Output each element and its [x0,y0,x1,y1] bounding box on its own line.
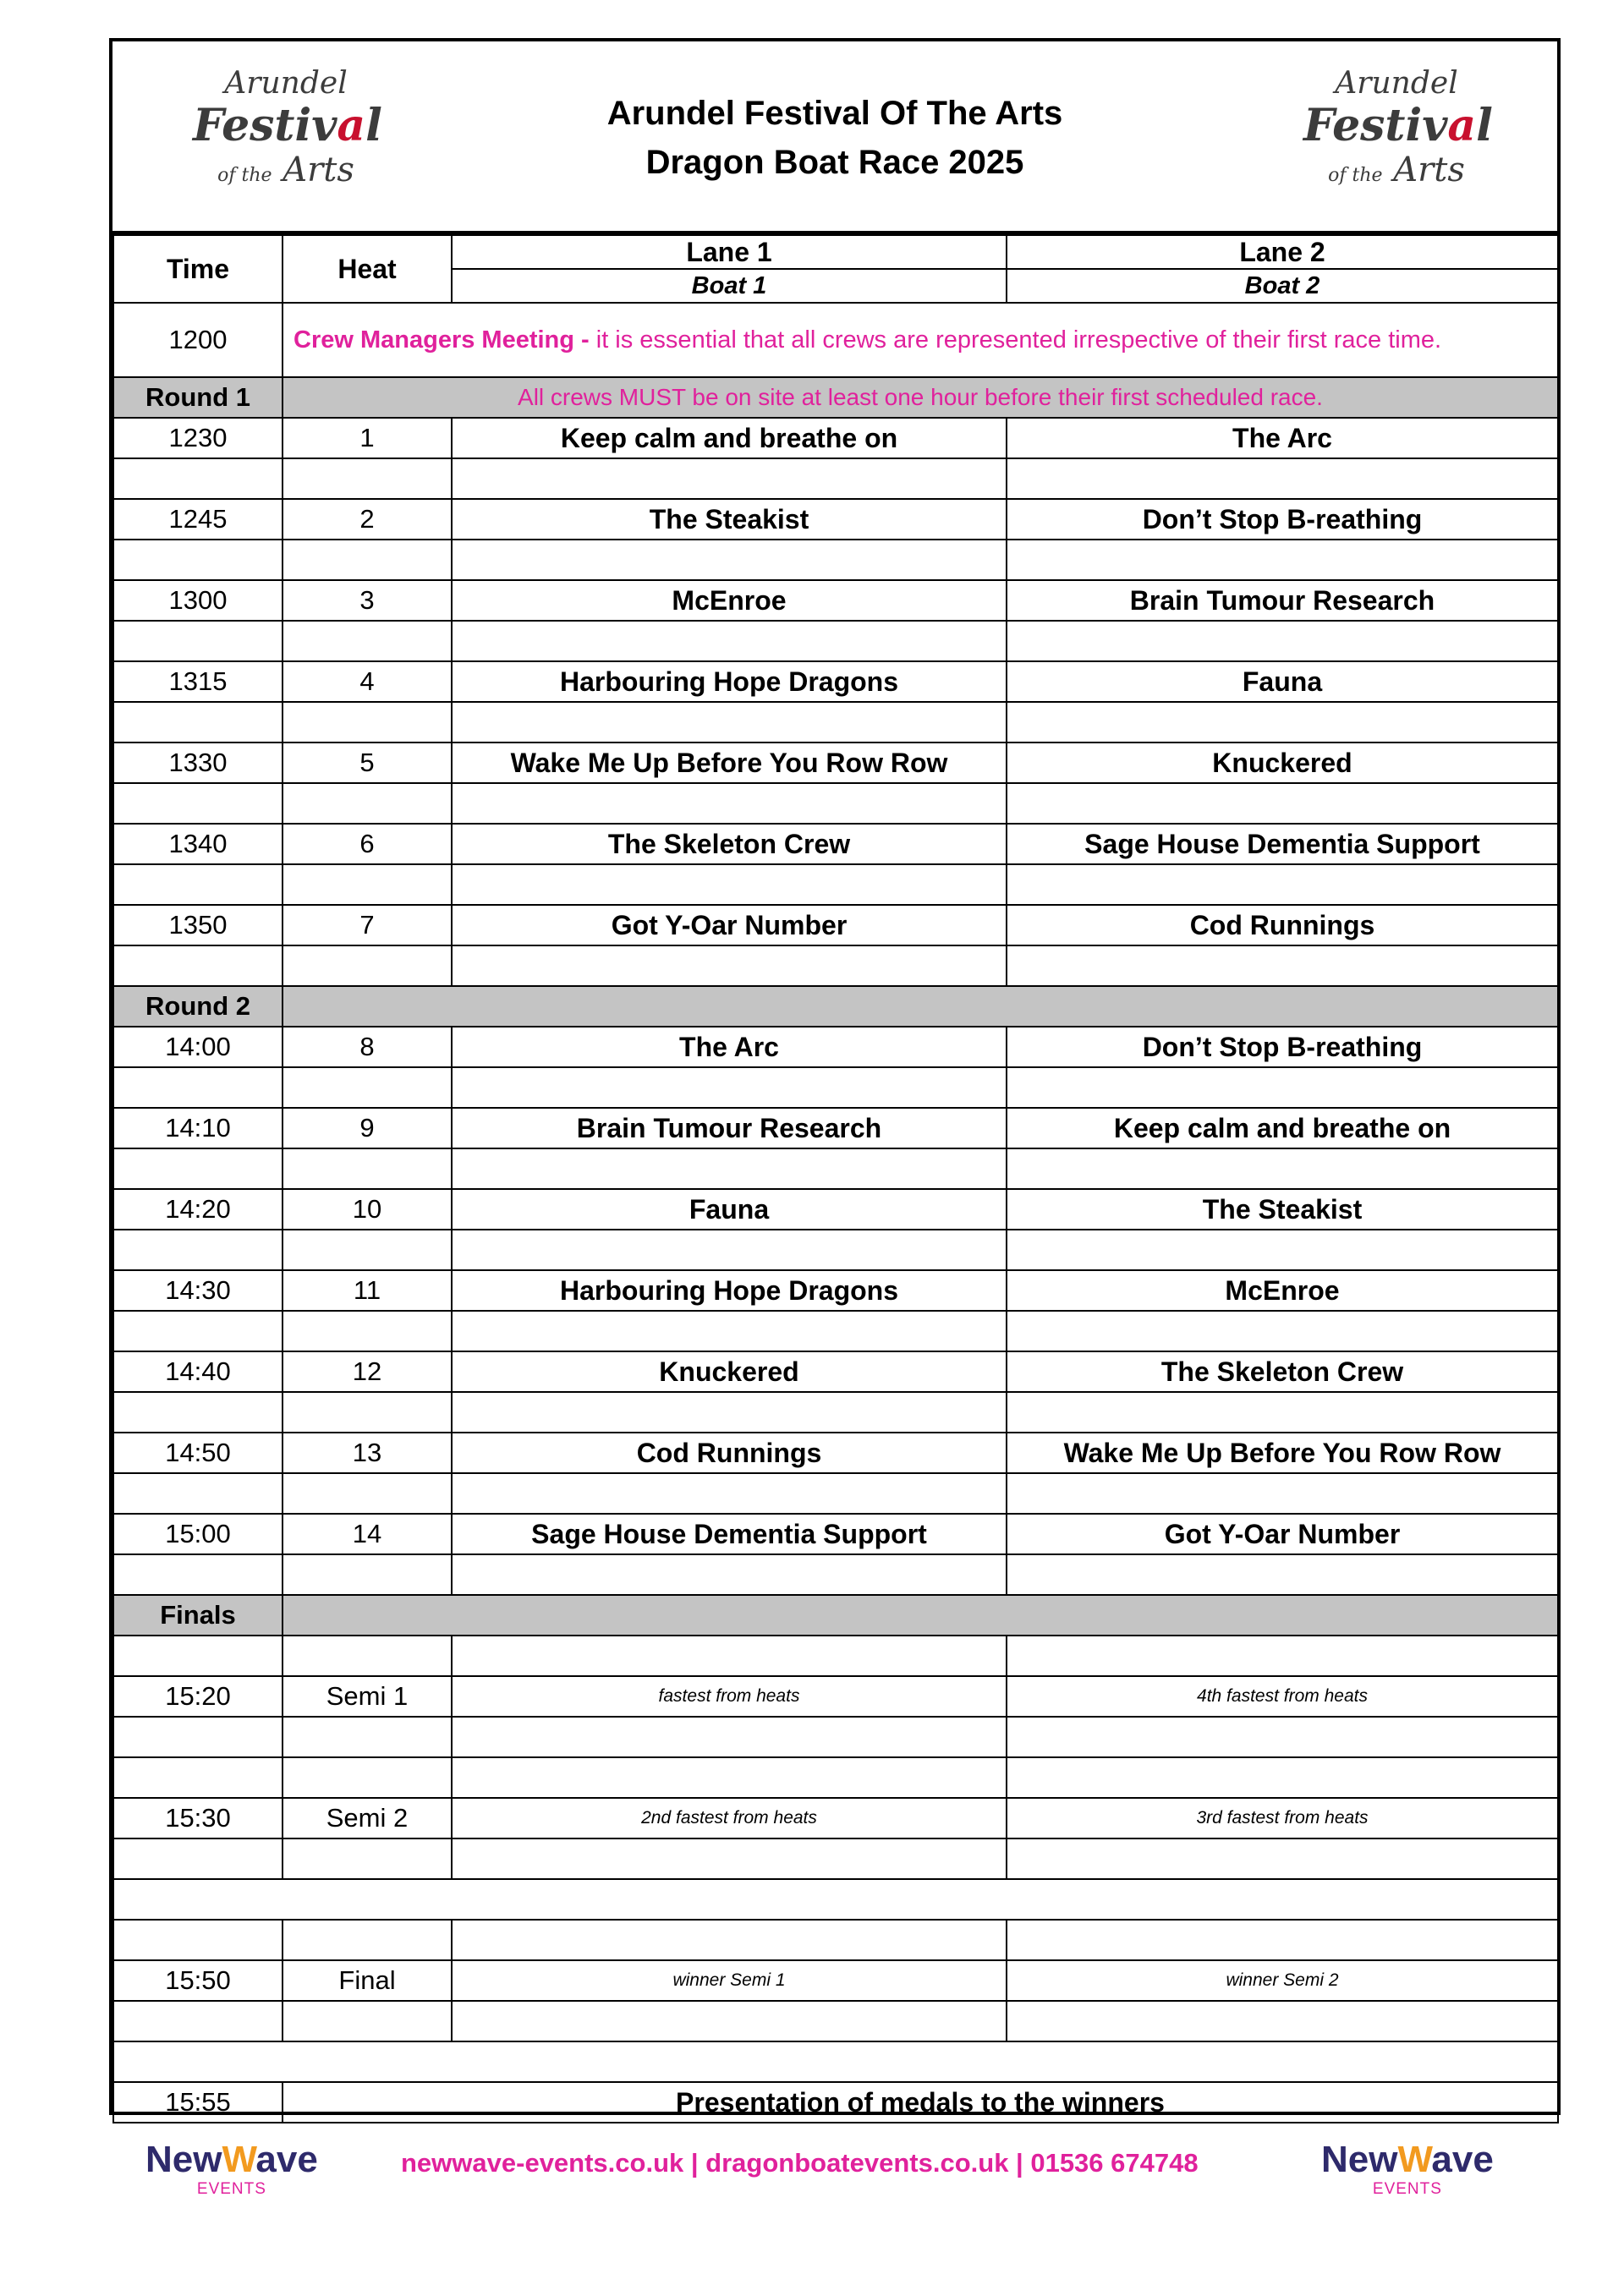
empty-cell [113,1311,283,1351]
spacer-row [113,1920,1558,1960]
empty-cell [1007,621,1558,661]
empty-cell [283,783,452,824]
empty-cell [283,1067,452,1108]
empty-cell [452,1636,1007,1676]
heat-time: 14:40 [113,1351,283,1392]
lane1-crew: Cod Runnings [452,1433,1007,1473]
newwave-logo-right: NewWave EVENTS [1321,2139,1494,2198]
empty-cell [113,1757,283,1798]
finals-band-fill [283,1595,1558,1636]
page-footer [0,2140,1624,2207]
empty-cell [1007,864,1558,905]
empty-cell [113,621,283,661]
heat-row [113,1027,1558,1067]
heat-number: 12 [283,1351,452,1392]
empty-cell [452,1838,1007,1879]
festival-logo-right: Arundel Festival of the Arts [1303,66,1493,189]
lane1-seed: winner Semi 1 [452,1960,1007,2001]
empty-cell [1007,1554,1558,1595]
spacer-row [113,1554,1558,1595]
semi2-row [113,1798,1558,1838]
empty-cell [283,540,452,580]
newwave-logo-left: NewWave EVENTS [145,2139,318,2198]
empty-cell [283,1311,452,1351]
heat-time: 14:10 [113,1108,283,1148]
lane2-crew: Keep calm and breathe on [1007,1108,1558,1148]
empty-cell [452,621,1007,661]
lane1-crew: Sage House Dementia Support [452,1514,1007,1554]
heat-row [113,580,1558,621]
lane1-seed: 2nd fastest from heats [452,1798,1007,1838]
empty-cell [452,702,1007,743]
lane1-crew: Got Y-Oar Number [452,905,1007,945]
empty-cell [113,1717,283,1757]
spacer-row [113,1473,1558,1514]
final-heat: Final [283,1960,452,2001]
heat-row [113,1270,1558,1311]
spacer-row [113,1717,1558,1757]
lane2-crew: Don’t Stop B-reathing [1007,499,1558,540]
empty-cell [283,864,452,905]
spacer-row [113,1838,1558,1879]
heat-time: 1245 [113,499,283,540]
lane2-crew: Got Y-Oar Number [1007,1514,1558,1554]
meeting-row [113,303,1558,377]
empty-cell [1007,1717,1558,1757]
lane2-crew: The Arc [1007,418,1558,458]
empty-cell [452,1554,1007,1595]
spacer-row [113,621,1558,661]
final-time: 15:20 [113,1676,283,1717]
heat-time: 14:20 [113,1189,283,1230]
empty-cell [283,702,452,743]
heat-number: 10 [283,1189,452,1230]
empty-cell [1007,945,1558,986]
meeting-time: 1200 [113,303,283,377]
empty-cell [452,783,1007,824]
heat-number: 4 [283,661,452,702]
spacer-row [113,945,1558,986]
empty-cell [1007,1392,1558,1433]
lane1-crew: Keep calm and breathe on [452,418,1007,458]
boat1-label: Boat 1 [452,269,1007,303]
lane2-crew: McEnroe [1007,1270,1558,1311]
lane2-crew: Knuckered [1007,743,1558,783]
empty-cell [283,1636,452,1676]
lane2-crew: Brain Tumour Research [1007,580,1558,621]
empty-cell [113,2041,1558,2082]
empty-cell [283,1757,452,1798]
empty-cell [113,1148,283,1189]
empty-cell [1007,1230,1558,1270]
empty-cell [1007,1067,1558,1108]
spacer-row [113,1067,1558,1108]
finals-band-label: Finals [113,1595,283,1636]
empty-cell [1007,702,1558,743]
spacer-row [113,2001,1558,2041]
empty-cell [1007,1757,1558,1798]
empty-cell [113,1067,283,1108]
final-heat: Semi 2 [283,1798,452,1838]
heat-number: 11 [283,1270,452,1311]
lane2-crew: Wake Me Up Before You Row Row [1007,1433,1558,1473]
round1-label: Round 1 [113,377,283,418]
heat-row [113,1351,1558,1392]
heat-number: 9 [283,1108,452,1148]
empty-cell [283,1554,452,1595]
heat-row [113,1514,1558,1554]
empty-cell [1007,1311,1558,1351]
heat-row [113,743,1558,783]
empty-cell [452,1148,1007,1189]
empty-cell [452,1311,1007,1351]
lane1-crew: The Skeleton Crew [452,824,1007,864]
empty-cell [452,1392,1007,1433]
empty-cell [1007,458,1558,499]
heat-row [113,1433,1558,1473]
empty-cell [113,1636,283,1676]
round2-band [113,986,1558,1027]
heat-number: 3 [283,580,452,621]
empty-cell [1007,1838,1558,1879]
heat-time: 14:00 [113,1027,283,1067]
heat-number: 14 [283,1514,452,1554]
lane2-seed: winner Semi 2 [1007,1960,1558,2001]
empty-cell [113,1392,283,1433]
final-time: 15:50 [113,1960,283,2001]
empty-cell [113,1554,283,1595]
empty-cell [1007,1148,1558,1189]
empty-cell [283,1392,452,1433]
heat-time: 1340 [113,824,283,864]
heat-row [113,824,1558,864]
header [112,41,1557,234]
heat-number: 13 [283,1433,452,1473]
spacer-row [113,1148,1558,1189]
empty-cell [283,1473,452,1514]
final-heat: Semi 1 [283,1676,452,1717]
empty-cell [452,864,1007,905]
lane1-crew: Knuckered [452,1351,1007,1392]
heat-row [113,661,1558,702]
empty-cell [113,1230,283,1270]
lane2-crew: Fauna [1007,661,1558,702]
spacer-row [113,1230,1558,1270]
lane1-crew: Fauna [452,1189,1007,1230]
round2-band-label: Round 2 [113,986,283,1027]
empty-cell [113,2001,283,2041]
empty-cell [452,1920,1007,1960]
empty-cell [283,2001,452,2041]
empty-cell [1007,540,1558,580]
heat-number: 1 [283,418,452,458]
heat-time: 1230 [113,418,283,458]
empty-cell [283,1717,452,1757]
lane2-crew: Sage House Dementia Support [1007,824,1558,864]
lane2-seed: 4th fastest from heats [1007,1676,1558,1717]
festival-logo-left: Arundel Festival of the Arts [193,66,382,189]
round1-notice: All crews MUST be on site at least one hour before their first scheduled race. [283,377,1558,418]
heat-number: 7 [283,905,452,945]
empty-cell [113,540,283,580]
empty-cell [113,702,283,743]
lane1-crew: Harbouring Hope Dragons [452,1270,1007,1311]
heat-time: 1330 [113,743,283,783]
round2-band-fill [283,986,1558,1027]
heat-row [113,418,1558,458]
title-line-2: Dragon Boat Race 2025 [645,144,1024,181]
spacer-row [113,1392,1558,1433]
heat-time: 15:00 [113,1514,283,1554]
lane2-crew: The Steakist [1007,1189,1558,1230]
lane1-crew: Harbouring Hope Dragons [452,661,1007,702]
empty-cell [113,864,283,905]
divider-row [113,1879,1558,1920]
heat-time: 1350 [113,905,283,945]
contact-details: newwave-events.co.uk | dragonboatevents.co.uk | 01536 674748 [401,2148,1199,2178]
empty-cell [452,1473,1007,1514]
empty-cell [452,540,1007,580]
heat-row [113,1189,1558,1230]
boat2-label: Boat 2 [1007,269,1558,303]
empty-cell [113,945,283,986]
empty-cell [452,945,1007,986]
lane1-seed: fastest from heats [452,1676,1007,1717]
heat-number: 8 [283,1027,452,1067]
column-header-row [113,235,1558,269]
lane2-column-header: Lane 2 [1007,235,1558,269]
heat-row [113,1108,1558,1148]
lane1-crew: The Steakist [452,499,1007,540]
spacer-row [113,540,1558,580]
lane2-crew: Cod Runnings [1007,905,1558,945]
empty-cell [283,1838,452,1879]
empty-cell [452,2001,1007,2041]
heat-column-header: Heat [283,235,452,303]
finals-band [113,1595,1558,1636]
empty-cell [452,1067,1007,1108]
empty-cell [283,1230,452,1270]
lane2-crew: The Skeleton Crew [1007,1351,1558,1392]
heat-number: 6 [283,824,452,864]
presentation-row [113,2082,1558,2123]
final-time: 15:30 [113,1798,283,1838]
empty-cell [113,1838,283,1879]
round1-band [113,377,1558,418]
empty-cell [113,783,283,824]
spacer-row [113,1636,1558,1676]
lane1-column-header: Lane 1 [452,235,1007,269]
heat-time: 14:30 [113,1270,283,1311]
spacer-row [113,1311,1558,1351]
spacer-row [113,702,1558,743]
lane2-seed: 3rd fastest from heats [1007,1798,1558,1838]
empty-cell [452,1230,1007,1270]
empty-cell [283,945,452,986]
heat-time: 14:50 [113,1433,283,1473]
divider-row [113,2041,1558,2082]
title-line-1: Arundel Festival Of The Arts [606,95,1063,132]
heat-time: 1300 [113,580,283,621]
empty-cell [452,1717,1007,1757]
spacer-row [113,864,1558,905]
meeting-note: Crew Managers Meeting - it is essential that all crews are represented irrespective of their first race time. [283,303,1558,377]
empty-cell [1007,1636,1558,1676]
schedule-sheet [109,38,1561,2118]
empty-cell [113,1920,283,1960]
empty-cell [1007,783,1558,824]
lane1-crew: Wake Me Up Before You Row Row [452,743,1007,783]
heat-number: 2 [283,499,452,540]
empty-cell [1007,1473,1558,1514]
heat-number: 5 [283,743,452,783]
heat-time: 1315 [113,661,283,702]
presentation-time: 15:55 [113,2082,283,2123]
empty-cell [1007,2001,1558,2041]
semi1-row [113,1676,1558,1717]
empty-cell [283,1148,452,1189]
presentation-text: Presentation of medals to the winners [283,2082,1558,2123]
time-column-header: Time [113,235,283,303]
spacer-row [113,1757,1558,1798]
spacer-row [113,783,1558,824]
lane1-crew: McEnroe [452,580,1007,621]
lane2-crew: Don’t Stop B-reathing [1007,1027,1558,1067]
lane1-crew: The Arc [452,1027,1007,1067]
empty-cell [283,458,452,499]
race-schedule-table [112,234,1559,2123]
empty-cell [283,621,452,661]
empty-cell [113,1473,283,1514]
empty-cell [283,1920,452,1960]
empty-cell [452,458,1007,499]
empty-cell [113,458,283,499]
empty-cell [1007,1920,1558,1960]
empty-cell [113,1879,1558,1920]
empty-cell [452,1757,1007,1798]
lane1-crew: Brain Tumour Research [452,1108,1007,1148]
heat-row [113,905,1558,945]
final-row [113,1960,1558,2001]
heat-row [113,499,1558,540]
spacer-row [113,458,1558,499]
